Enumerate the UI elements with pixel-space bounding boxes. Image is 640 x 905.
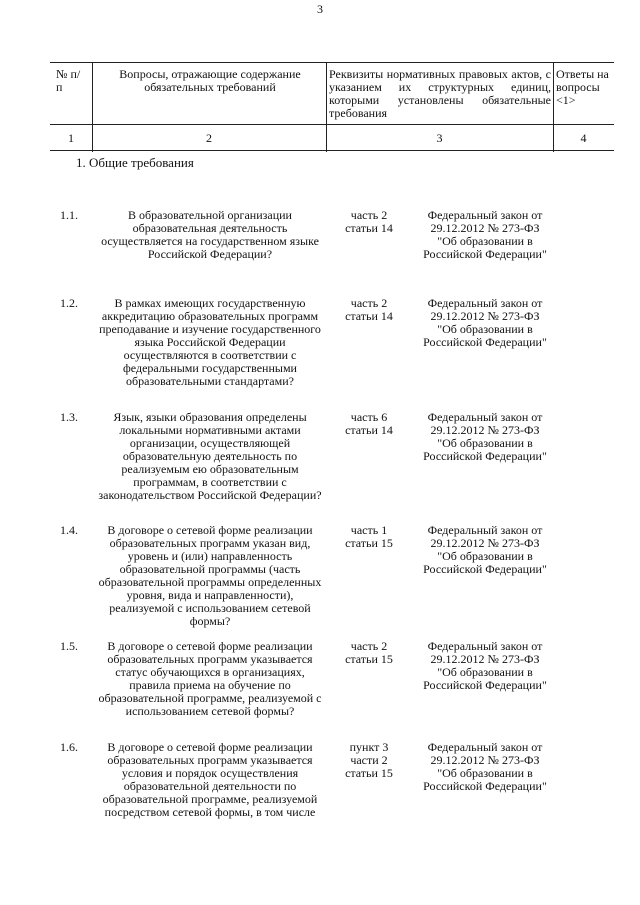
column-number: 1: [68, 131, 74, 145]
row-number: 1.5.: [60, 639, 78, 653]
divider: [50, 62, 614, 63]
row-question: В договоре о сетевой форме реализации образовательных программ указывается статус обучающихся в организациях, правила приема на обучение по образовательной программе, реализуемой с использованием сетевой формы?: [98, 639, 322, 718]
row-part: пункт 3 части 2 статьи 15: [345, 740, 393, 780]
page-number: 3: [317, 2, 323, 16]
row-number: 1.4.: [60, 523, 78, 537]
column-number: 2: [206, 131, 212, 145]
row-number: 1.6.: [60, 740, 78, 754]
header-question: Вопросы, отражающие содержание обязательных требований: [119, 67, 301, 94]
row-part: часть 2 статьи 14: [345, 208, 393, 235]
row-law: Федеральный закон от 29.12.2012 № 273-ФЗ "Об образовании в Российской Федерации": [423, 740, 547, 793]
row-question: В рамках имеющих государственную аккредитацию образовательных программ преподавание и изучение государственного языка Российской Федерации осуществляются в соответствии с федеральными государственными образовательными стандартами?: [99, 296, 321, 388]
section-title: 1. Общие требования: [76, 155, 194, 170]
row-law: Федеральный закон от 29.12.2012 № 273-ФЗ "Об образовании в Российской Федерации": [423, 296, 547, 349]
header-num: № п/п: [56, 67, 81, 94]
row-law: Федеральный закон от 29.12.2012 № 273-ФЗ "Об образовании в Российской Федерации": [423, 523, 547, 576]
row-part: часть 2 статьи 14: [345, 296, 393, 323]
table-header: [50, 62, 614, 152]
row-question: В образовательной организации образовательная деятельность осуществляется на государственном языке Российской Федерации?: [101, 208, 319, 261]
row-number: 1.1.: [60, 208, 78, 222]
row-question: Язык, языки образования определены локальными нормативными актами организации, осуществляющей образовательную деятельность по реализуемым ею образовательным программам, в соответствии с законодательством Российской Федерации?: [98, 410, 322, 502]
row-part: часть 6 статьи 14: [345, 410, 393, 437]
row-law: Федеральный закон от 29.12.2012 № 273-ФЗ "Об образовании в Российской Федерации": [423, 639, 547, 692]
header-requisites: Реквизиты нормативных правовых актов, с указанием их структурных единиц, которыми установлены обязательные требования: [329, 67, 551, 120]
column-number: 3: [436, 131, 443, 145]
row-part: часть 1 статьи 15: [345, 523, 393, 550]
header-answers: Ответы на вопросы <1>: [556, 67, 609, 107]
column-number: 4: [580, 131, 587, 145]
row-law: Федеральный закон от 29.12.2012 № 273-ФЗ "Об образовании в Российской Федерации": [423, 410, 547, 463]
row-question: В договоре о сетевой форме реализации образовательных программ указывается условия и порядок осуществления образовательной деятельности по образовательной программе, реализуемой посредством сетевой формы, в том числе: [102, 740, 318, 819]
row-part: часть 2 статьи 15: [345, 639, 393, 666]
divider: [50, 124, 614, 125]
row-number: 1.3.: [60, 410, 78, 424]
divider: [50, 150, 614, 151]
row-question: В договоре о сетевой форме реализации образовательных программ указан вид, уровень и (или) направленность образовательной программы (часть образовательной программы определенных уровня, вида и направленности), реализуемой с использованием сетевой формы?: [98, 523, 322, 628]
row-law: Федеральный закон от 29.12.2012 № 273-ФЗ "Об образовании в Российской Федерации": [423, 208, 547, 261]
row-number: 1.2.: [60, 296, 78, 310]
